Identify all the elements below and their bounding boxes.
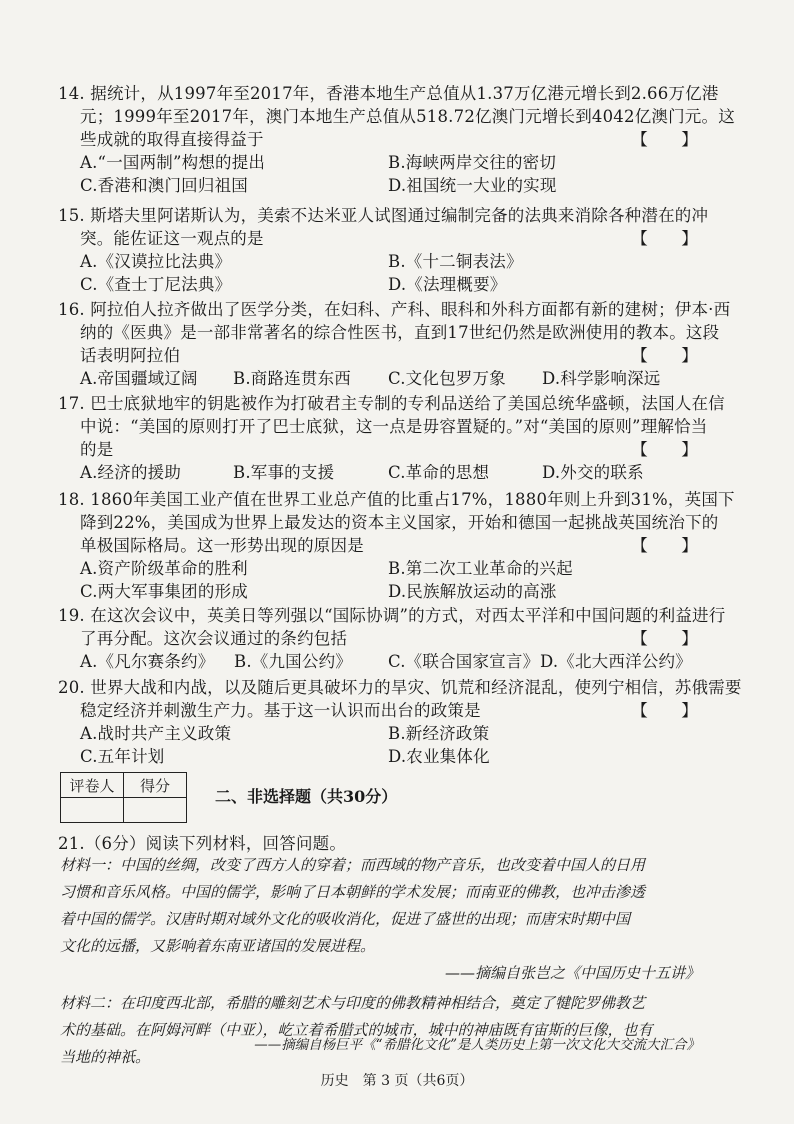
option-b: B.军事的支援	[233, 463, 335, 482]
question-line: 17. 巴士底狱地牢的钥匙被作为打破君主专制的专利品送给了美国总统华盛顿，法国人在信	[58, 394, 725, 413]
option-d: D.《法理概要》	[388, 275, 507, 294]
question-line: 单极国际格局。这一形势出现的原因是	[80, 536, 364, 555]
material-one	[60, 852, 700, 987]
question-line: 话表明阿拉伯	[80, 346, 181, 365]
option-d: D.《北大西洋公约》	[540, 652, 692, 671]
question-line-last	[58, 227, 698, 250]
question-line-last	[58, 534, 698, 557]
material-source: ——摘编自杨巨平《“希腊化文化”是人类历史上第一次文化大交流大汇合》	[254, 1037, 700, 1053]
options-row	[58, 461, 698, 484]
material-source: ——摘编自张岂之《中国历史十五讲》	[444, 964, 700, 982]
options-row	[58, 250, 698, 273]
material-line: 当地的神祇。	[60, 1048, 151, 1066]
option-a: A.资产阶级革命的胜利	[80, 559, 248, 578]
reviewer-cell[interactable]	[61, 798, 124, 823]
reviewer-header: 评卷人	[61, 773, 124, 798]
question-18	[58, 488, 735, 603]
option-a: A.“一国两制”构想的提出	[80, 153, 266, 172]
question-15	[58, 204, 709, 296]
question-19	[58, 604, 726, 673]
score-header: 得分	[124, 773, 187, 798]
option-a: A.战时共产主义政策	[80, 724, 232, 743]
question-line-last	[58, 128, 698, 151]
option-d: D.民族解放运动的高涨	[388, 582, 557, 601]
material-line: 术的基础。在阿姆河畔（中亚），屹立着希腊式的城市，城中的神庙既有宙斯的巨像，也有	[60, 1021, 653, 1039]
option-b: B.新经济政策	[388, 724, 490, 743]
question-line: 的是	[80, 440, 114, 459]
question-line: 些成就的取得直接得益于	[80, 130, 264, 149]
question-line-last	[58, 438, 698, 461]
options-row	[58, 580, 698, 603]
option-b: B.商路连贯东西	[233, 369, 351, 388]
question-line: 18. 1860年美国工业产值在世界工业总产值的比重占17%，1880年则上升到31%，英国下	[58, 490, 735, 509]
page-footer: 历史 第 3 页（共6页）	[320, 1073, 474, 1089]
question-line: 了再分配。这次会议通过的条约包括	[80, 629, 348, 648]
option-a: A.帝国疆域辽阔	[80, 369, 198, 388]
question-line-last	[58, 344, 698, 367]
option-c: C.文化包罗万象	[388, 369, 506, 388]
option-b: B.《九国公约》	[234, 652, 352, 671]
material-two-source-wrap	[60, 1032, 700, 1059]
option-d: D.农业集体化	[388, 747, 490, 766]
option-c: C.五年计划	[80, 747, 165, 766]
question-line: 突。能佐证这一观点的是	[80, 229, 264, 248]
option-c: C.革命的思想	[388, 463, 490, 482]
option-d: D.祖国统一大业的实现	[388, 176, 557, 195]
question-line: 16. 阿拉伯人拉齐做出了医学分类，在妇科、产科、眼科和外科方面都有新的建树；伊本·西	[58, 300, 731, 319]
question-line: 15. 斯塔夫里阿诺斯认为，美索不达米亚人试图通过编制完备的法典来消除各种潜在的冲	[58, 206, 709, 225]
options-row	[58, 722, 698, 745]
option-a: A.《汉谟拉比法典》	[80, 252, 232, 271]
options-row	[58, 273, 698, 296]
answer-bracket: 【 】	[631, 536, 698, 555]
option-d: D.外交的联系	[542, 463, 644, 482]
question-line: 纳的《医典》是一部非常著名的综合性医书，直到17世纪仍然是欧洲使用的教本。这段	[80, 323, 720, 342]
option-a: A.经济的援助	[80, 463, 182, 482]
question-14	[58, 82, 735, 197]
answer-bracket: 【 】	[631, 701, 698, 720]
question-line: 14. 据统计，从1997年至2017年，香港本地生产总值从1.37万亿港元增长到2.66万亿港	[58, 84, 719, 103]
question-line: 20. 世界大战和内战，以及随后更具破坏力的旱灾、饥荒和经济混乱，使列宁相信，苏俄需要	[58, 678, 742, 697]
score-cell[interactable]	[124, 798, 187, 823]
score-table	[60, 772, 187, 823]
question-line-last	[58, 627, 698, 650]
material-line: 着中国的儒学。汉唐时期对域外文化的吸收消化，促进了盛世的出现；而唐宋时期中国	[60, 910, 631, 928]
question-20	[58, 676, 742, 768]
question-16	[58, 298, 731, 390]
question-line: 中说：“美国的原则打开了巴士底狱，这一点是毋容置疑的。”对“美国的原则”理解恰当	[80, 417, 708, 436]
material-line: 材料一：中国的丝绸，改变了西方人的穿着；而西域的物产音乐，也改变着中国人的日用	[60, 856, 646, 874]
option-c: C.两大军事集团的形成	[80, 582, 248, 601]
options-row	[58, 174, 698, 197]
option-c: C.《查士丁尼法典》	[80, 275, 232, 294]
answer-bracket: 【 】	[631, 629, 698, 648]
answer-bracket: 【 】	[631, 346, 698, 365]
answer-bracket: 【 】	[631, 229, 698, 248]
material-line: 文化的远播，又影响着东南亚诸国的发展进程。	[60, 937, 376, 955]
material-line: 习惯和音乐风格。中国的儒学，影响了日本朝鲜的学术发展；而南亚的佛教，也冲击渗透	[60, 883, 646, 901]
option-c: C.《联合国家宣言》	[388, 652, 540, 671]
options-row	[58, 151, 698, 174]
question-line: 21.（6分）阅读下列材料，回答问题。	[58, 834, 347, 853]
material-line: 材料二：在印度西北部，希腊的雕刻艺术与印度的佛教精神相结合，奠定了犍陀罗佛教艺	[60, 994, 646, 1012]
options-row	[58, 745, 698, 768]
question-line: 稳定经济并刺激生产力。基于这一认识而出台的政策是	[80, 701, 481, 720]
question-line-last	[58, 699, 698, 722]
options-row	[58, 367, 698, 390]
option-b: B.《十二铜表法》	[388, 252, 523, 271]
section-title: 二、非选择题（共30分）	[215, 787, 398, 806]
option-d: D.科学影响深远	[542, 369, 661, 388]
question-17	[58, 392, 725, 484]
answer-bracket: 【 】	[631, 130, 698, 149]
options-row	[58, 650, 698, 673]
option-b: B.海峡两岸交往的密切	[388, 153, 557, 172]
question-line: 19. 在这次会议中，英美日等列强以“国际协调”的方式，对西太平洋和中国问题的利益进行	[58, 606, 726, 625]
question-line: 元；1999年至2017年，澳门本地生产总值从518.72亿澳门元增长到4042亿澳门元。这	[80, 107, 735, 126]
question-line: 降到22%，美国成为世界上最发达的资本主义国家，开始和德国一起挑战英国统治下的	[80, 513, 719, 532]
option-a: A.《凡尔赛条约》	[80, 652, 215, 671]
answer-bracket: 【 】	[631, 440, 698, 459]
options-row	[58, 557, 698, 580]
option-c: C.香港和澳门回归祖国	[80, 176, 248, 195]
option-b: B.第二次工业革命的兴起	[388, 559, 573, 578]
